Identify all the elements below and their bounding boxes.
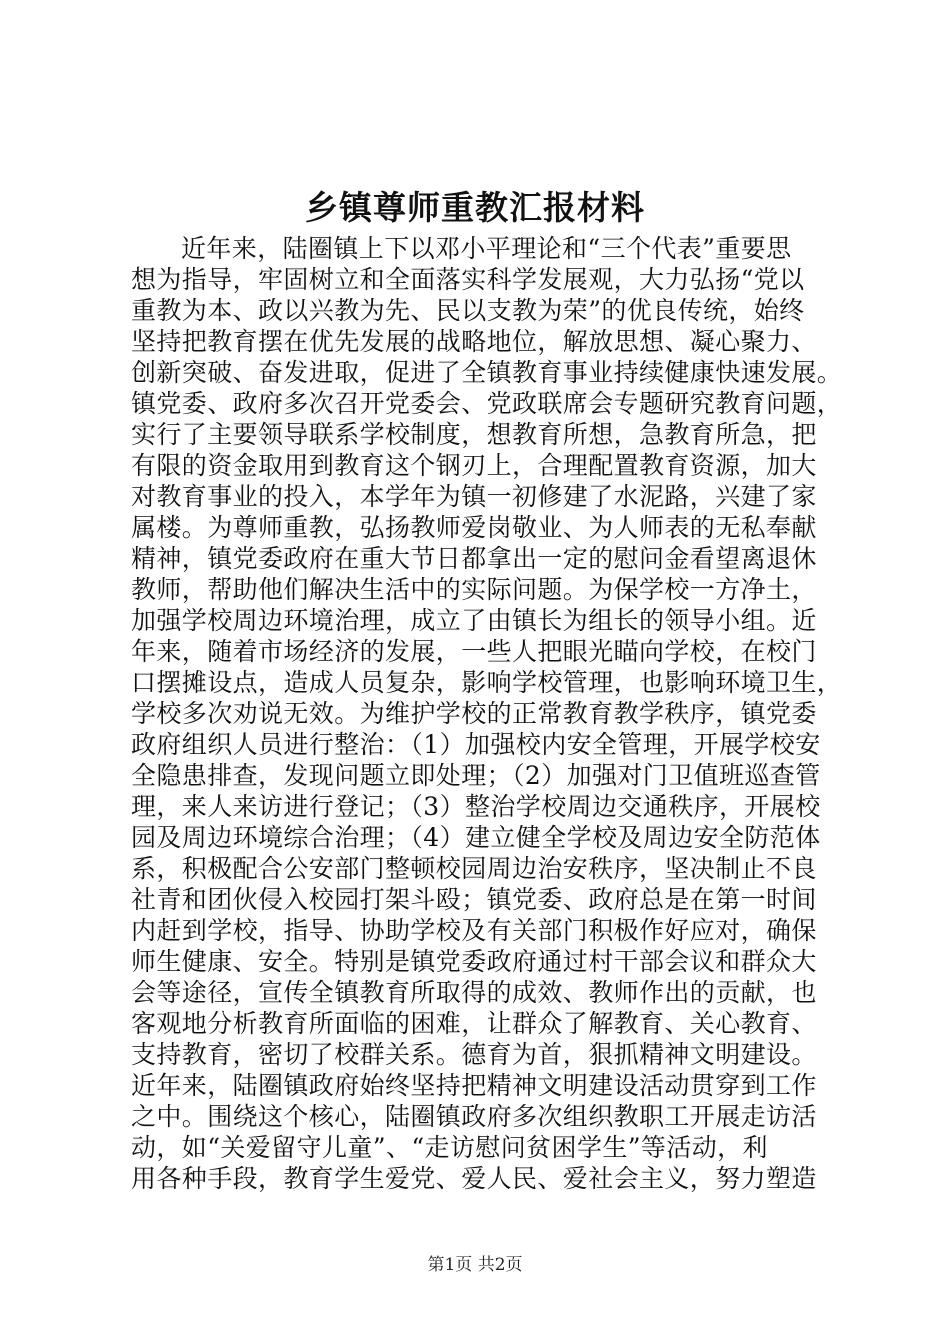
body-line: 社青和团伙侵入校园打架斗殴；镇党委、政府总是在第一时间 [131,885,817,914]
body-line: 政府组织人员进行整治：（1）加强校内安全管理，开展学校安 [131,730,821,759]
body-line: 重教为本、政以兴教为先、民以支教为荣”的优良传统，始终 [131,296,805,325]
body-line: 年来，随着市场经济的发展，一些人把眼光瞄向学校，在校门 [131,637,817,666]
body-line: 有限的资金取用到教育这个钢刃上，合理配置教育资源，加大 [131,451,817,480]
body-line: 口摆摊设点，造成人员复杂，影响学校管理，也影响环境卫生， [131,668,843,697]
body-line: 学校多次劝说无效。为维护学校的正常教育教学秩序，镇党委 [131,699,817,728]
body-line: 园及周边环境综合治理；（4）建立健全学校及周边安全防范体 [131,823,821,852]
page-footer: 第1页 共2页 [427,1255,523,1275]
body-line: 坚持把教育摆在优先发展的战略地位，解放思想、凝心聚力、 [131,327,817,356]
body-line: 对教育事业的投入，本学年为镇一初修建了水泥路，兴建了家 [131,482,817,511]
body-line: 近年来，陆圈镇政府始终坚持把精神文明建设活动贯穿到工作 [131,1071,817,1100]
body-line: 理，来人来访进行登记；（3）整治学校周边交通秩序，开展校 [131,792,821,821]
body-line: 用各种手段，教育学生爱党、爱人民、爱社会主义，努力塑造 [131,1164,817,1193]
body-line: 教师，帮助他们解决生活中的实际问题。为保学校一方净土， [131,575,817,604]
document-title: 乡镇尊师重教汇报材料 [305,188,645,227]
document-body [131,233,849,1194]
body-line: 镇党委、政府多次召开党委会、党政联席会专题研究教育问题， [131,389,843,418]
body-line: 全隐患排查，发现问题立即处理；（2）加强对门卫值班巡查管 [131,761,821,790]
body-line: 加强学校周边环境治理，成立了由镇长为组长的领导小组。近 [131,606,817,635]
body-line: 师生健康、安全。特别是镇党委政府通过村干部会议和群众大 [131,947,817,976]
body-line: 之中。围绕这个核心，陆圈镇政府多次组织教职工开展走访活 [131,1102,817,1131]
body-line: 创新突破、奋发进取，促进了全镇教育事业持续健康快速发展。 [131,358,843,387]
body-line: 支持教育，密切了校群关系。德育为首，狠抓精神文明建设。 [131,1040,817,1069]
body-line: 实行了主要领导联系学校制度，想教育所想，急教育所急，把 [131,420,817,449]
body-line: 系，积极配合公安部门整顿校园周边治安秩序，坚决制止不良 [131,854,817,883]
body-line: 属楼。为尊师重教，弘扬教师爱岗敬业、为人师表的无私奉献 [131,513,817,542]
body-line: 想为指导，牢固树立和全面落实科学发展观，大力弘扬“党以 [131,265,805,294]
body-line: 客观地分析教育所面临的困难，让群众了解教育、关心教育、 [131,1009,817,1038]
body-line: 内赶到学校，指导、协助学校及有关部门积极作好应对，确保 [131,916,817,945]
body-line: 精神，镇党委政府在重大节日都拿出一定的慰问金看望离退休 [131,544,817,573]
body-line: 近年来，陆圈镇上下以邓小平理论和“三个代表”重要思 [181,234,792,263]
body-line: 动，如“关爱留守儿童”、“走访慰问贫困学生”等活动，利 [131,1133,768,1162]
body-line: 会等途径，宣传全镇教育所取得的成效、教师作出的贡献，也 [131,978,817,1007]
